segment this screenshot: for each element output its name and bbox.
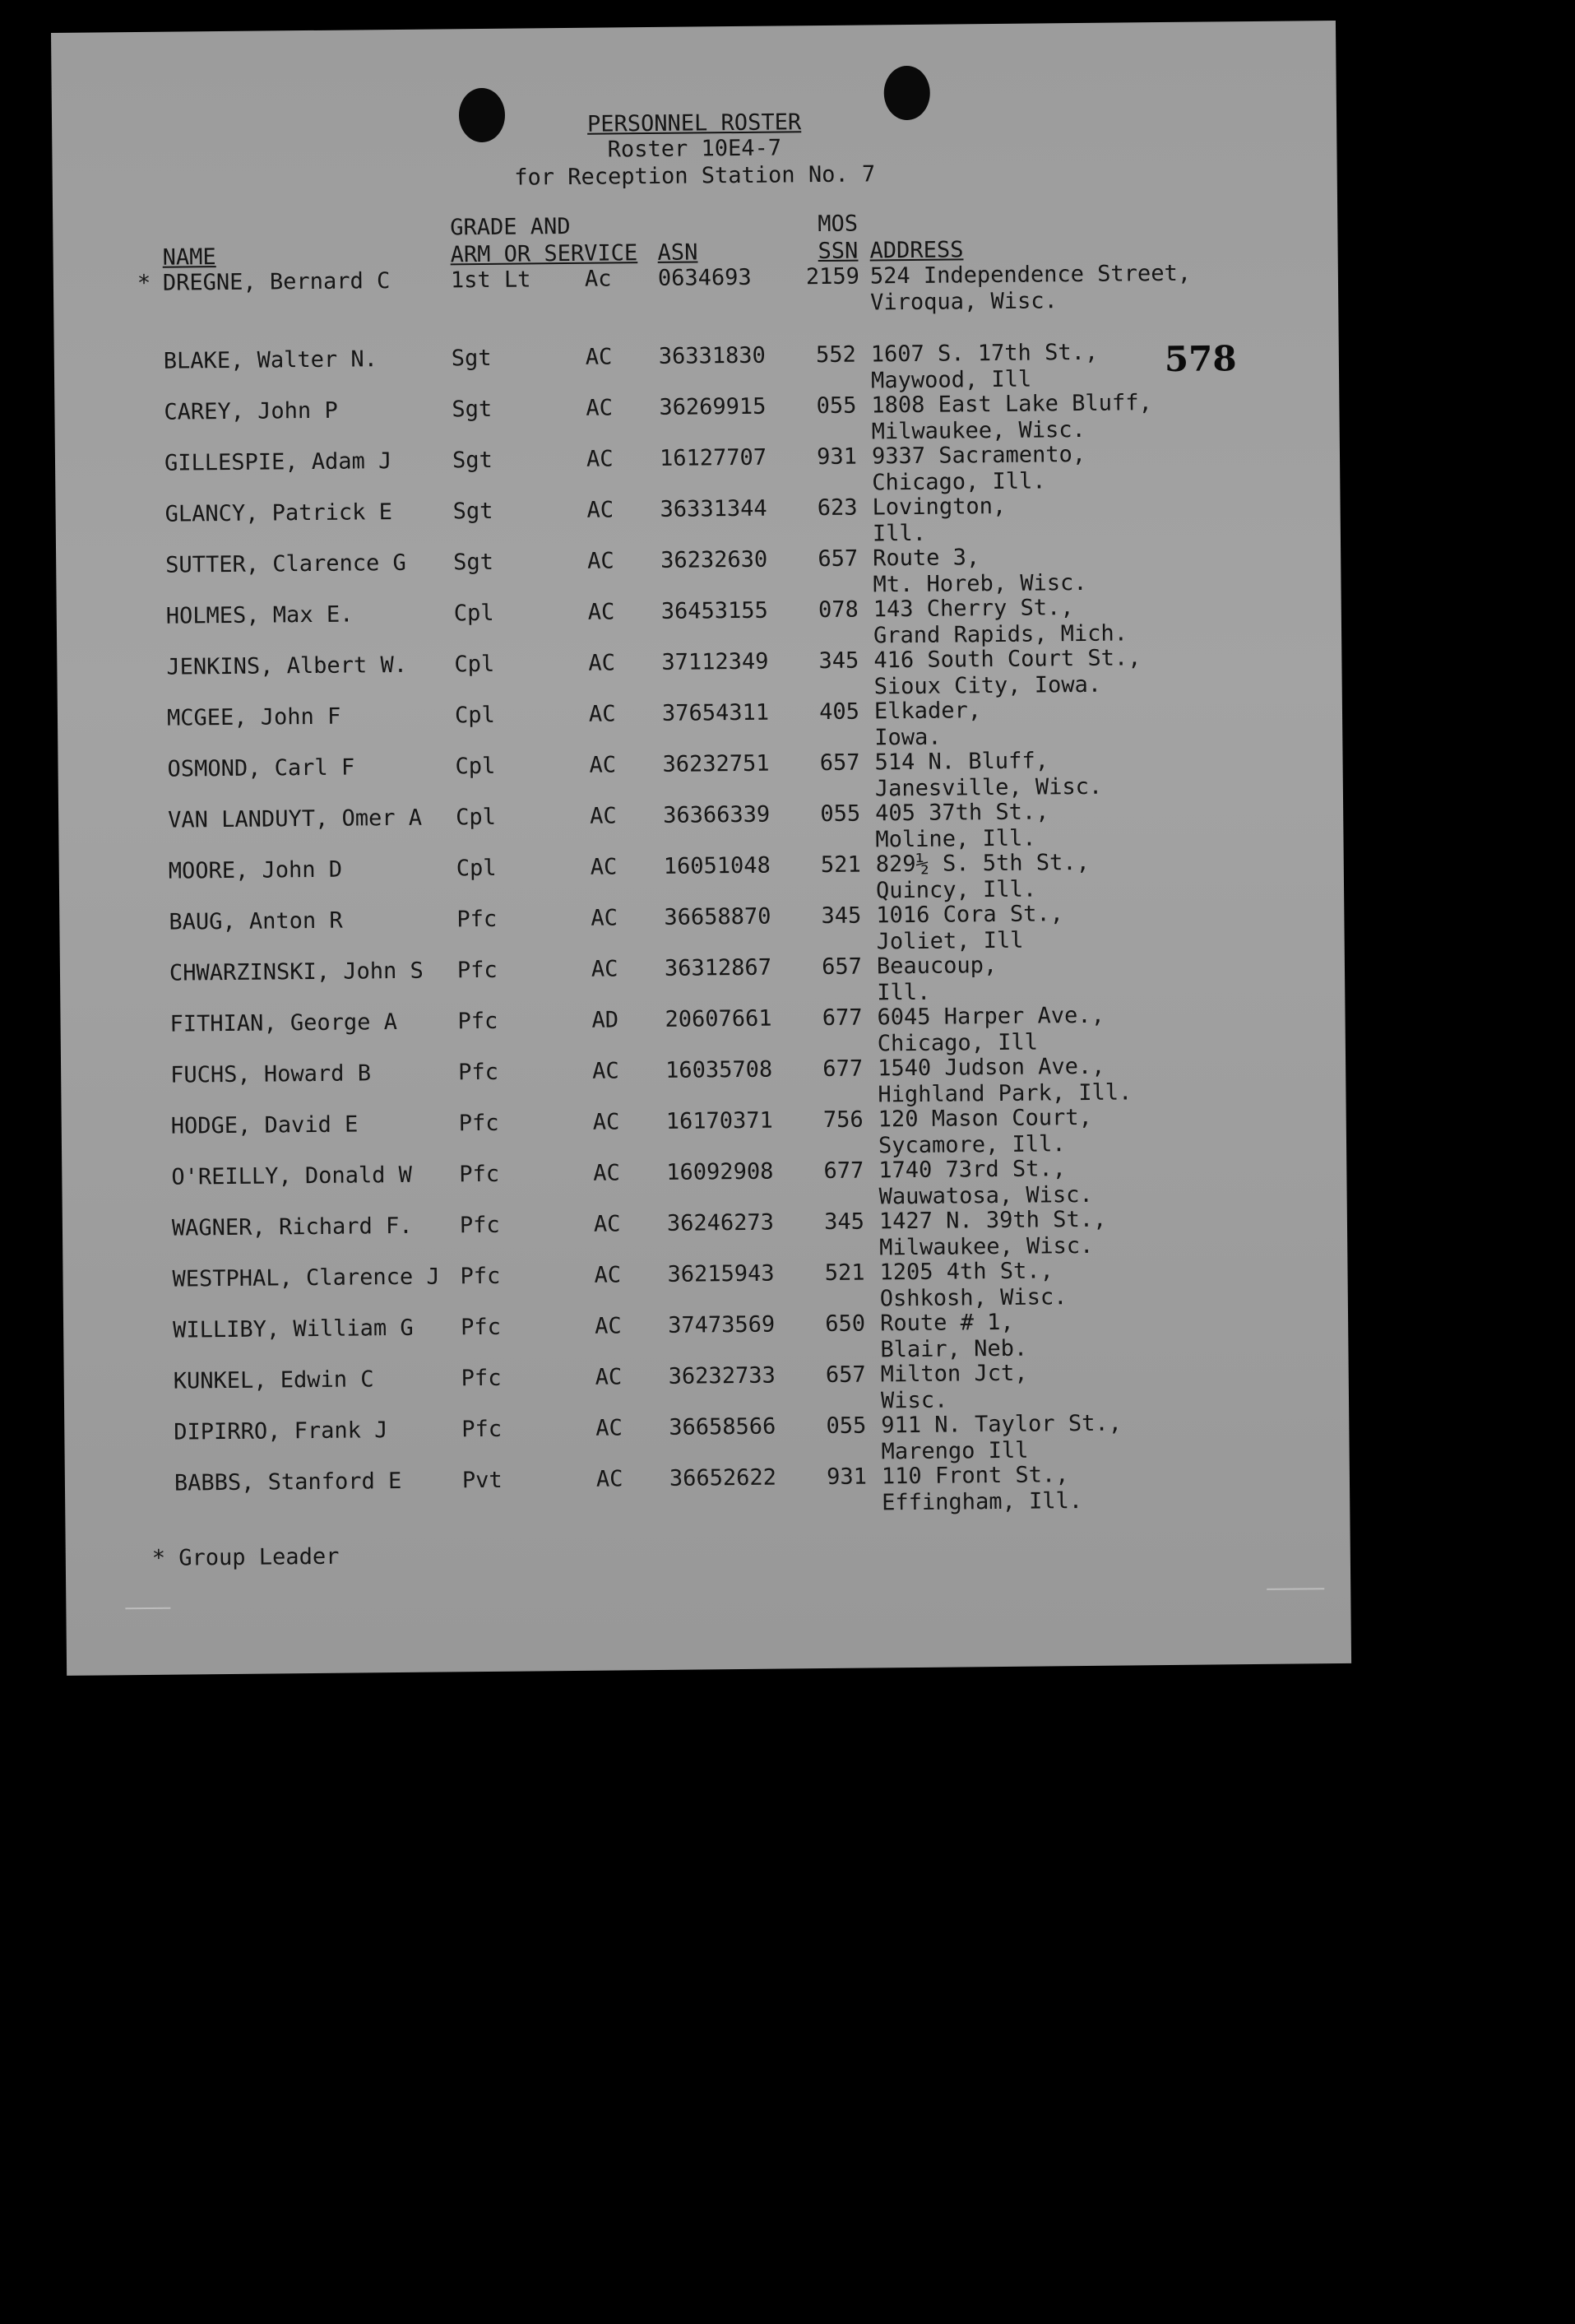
arm-cell: AD bbox=[591, 1007, 619, 1033]
asn-cell: 36232751 bbox=[662, 750, 770, 777]
arm-cell: AC bbox=[586, 446, 614, 472]
arm-cell: AC bbox=[594, 1262, 622, 1288]
grade-cell: Pfc bbox=[456, 957, 498, 984]
mos-cell: 345 bbox=[823, 1208, 865, 1236]
mos-cell: 078 bbox=[818, 596, 859, 624]
name-cell: VAN LANDUYT, Omer A bbox=[168, 805, 423, 833]
grade-cell: Sgt bbox=[452, 447, 493, 474]
mos-cell: 931 bbox=[826, 1464, 868, 1491]
mos-cell: 2159 bbox=[805, 263, 860, 290]
address-line-2: Grand Rapids, Mich. bbox=[873, 620, 1128, 649]
address-line-1: 416 South Court St., bbox=[873, 645, 1142, 674]
address-cell bbox=[881, 1411, 1122, 1466]
asn-cell: 16127707 bbox=[659, 444, 767, 471]
name-cell: O'REILLY, Donald W bbox=[171, 1162, 413, 1190]
page-number-stamp: 578 bbox=[1164, 338, 1237, 380]
asn-cell: 36652622 bbox=[669, 1464, 777, 1491]
asn-cell: 36366339 bbox=[663, 801, 771, 828]
name-cell: FUCHS, Howard B bbox=[170, 1060, 372, 1088]
address-line-1: Milton Jct, bbox=[880, 1360, 1028, 1388]
address-line-2: Milwaukee, Wisc. bbox=[879, 1232, 1094, 1261]
grade-cell: Sgt bbox=[452, 498, 493, 525]
header-name: NAME bbox=[162, 244, 216, 271]
asn-cell: 36453155 bbox=[660, 597, 768, 624]
arm-cell: AC bbox=[595, 1415, 623, 1441]
mos-cell: 055 bbox=[820, 800, 861, 828]
name-cell: DREGNE, Bernard C bbox=[162, 268, 391, 296]
address-line-1: 524 Independence Street, bbox=[869, 260, 1192, 290]
arm-cell: Ac bbox=[584, 266, 612, 292]
address-line-2: Milwaukee, Wisc. bbox=[871, 416, 1086, 445]
grade-cell: Sgt bbox=[451, 345, 492, 372]
mos-cell: 521 bbox=[824, 1259, 865, 1287]
address-cell bbox=[872, 442, 1086, 496]
mos-cell: 345 bbox=[821, 902, 862, 930]
address-line-1: 911 N. Taylor St., bbox=[881, 1410, 1123, 1439]
grade-cell: Pfc bbox=[457, 1008, 498, 1035]
address-line-2: Marengo Ill bbox=[881, 1437, 1029, 1465]
asn-cell: 16092908 bbox=[666, 1158, 774, 1185]
arm-cell: AC bbox=[590, 854, 618, 880]
grade-cell: Cpl bbox=[455, 753, 496, 780]
address-line-2: Janesville, Wisc. bbox=[874, 773, 1103, 802]
group-leader-footnote: * Group Leader bbox=[151, 1543, 340, 1571]
address-line-1: Route 3, bbox=[873, 545, 980, 572]
roster-page bbox=[51, 21, 1351, 1676]
arm-cell: AC bbox=[591, 956, 618, 982]
name-cell: GILLESPIE, Adam J bbox=[164, 448, 392, 476]
asn-cell: 0634693 bbox=[657, 264, 752, 291]
address-cell bbox=[871, 340, 1099, 395]
address-cell bbox=[878, 1105, 1093, 1159]
grade-cell: Pvt bbox=[461, 1467, 503, 1494]
arm-cell: AC bbox=[590, 803, 617, 829]
name-cell: CAREY, John P bbox=[164, 397, 338, 425]
address-cell bbox=[876, 850, 1091, 904]
name-cell: BLAKE, Walter N. bbox=[163, 346, 378, 374]
header-grade-line1: GRADE AND bbox=[450, 213, 571, 241]
grade-cell: Cpl bbox=[456, 855, 497, 882]
arm-cell: AC bbox=[595, 1466, 623, 1492]
address-cell bbox=[873, 544, 1087, 598]
address-line-1: 829½ S. 5th St., bbox=[875, 849, 1090, 878]
address-cell bbox=[871, 390, 1152, 445]
mos-cell: 623 bbox=[817, 494, 858, 522]
address-cell bbox=[878, 1156, 1093, 1210]
grade-cell: Cpl bbox=[456, 804, 497, 831]
table-row bbox=[53, 259, 1339, 350]
arm-cell: AC bbox=[591, 1058, 619, 1084]
address-line-1: Lovington, bbox=[872, 493, 1007, 521]
asn-cell: 36232733 bbox=[668, 1362, 776, 1389]
address-line-1: 1540 Judson Ave., bbox=[877, 1053, 1105, 1082]
address-line-1: 1740 73rd St., bbox=[878, 1156, 1067, 1184]
mos-cell: 657 bbox=[825, 1361, 866, 1389]
address-line-2: Mt. Horeb, Wisc. bbox=[873, 569, 1087, 598]
asn-cell: 37473569 bbox=[667, 1311, 776, 1338]
asn-cell: 16051048 bbox=[663, 852, 771, 879]
name-cell: BABBS, Stanford E bbox=[174, 1468, 402, 1496]
grade-cell: Pfc bbox=[458, 1110, 499, 1137]
header-address: ADDRESS bbox=[869, 237, 964, 264]
mos-cell: 677 bbox=[822, 1004, 863, 1032]
header-grade-line2: ARM OR SERVICE bbox=[450, 240, 638, 268]
address-line-1: 405 37th St., bbox=[875, 799, 1049, 827]
grade-cell: Pfc bbox=[460, 1314, 502, 1341]
arm-cell: AC bbox=[592, 1109, 620, 1135]
grade-cell: Pfc bbox=[460, 1263, 501, 1290]
arm-cell: AC bbox=[593, 1211, 621, 1237]
mos-cell: 677 bbox=[822, 1055, 864, 1083]
arm-cell: AC bbox=[593, 1160, 620, 1186]
header-mos-line1: MOS bbox=[818, 211, 859, 238]
name-cell: HODGE, David E bbox=[170, 1111, 359, 1139]
address-line-1: 1808 East Lake Bluff, bbox=[871, 390, 1152, 419]
scan-mark bbox=[1267, 1588, 1324, 1590]
station-line: for Reception Station No. 7 bbox=[514, 161, 876, 191]
name-cell: MCGEE, John F bbox=[166, 703, 341, 731]
asn-cell: 16035708 bbox=[665, 1056, 773, 1083]
mos-cell: 552 bbox=[815, 341, 856, 369]
arm-cell: AC bbox=[589, 752, 617, 778]
grade-cell: 1st Lt bbox=[450, 267, 531, 294]
name-cell: MOORE, John D bbox=[168, 856, 343, 884]
mos-cell: 055 bbox=[816, 392, 857, 420]
header-asn: ASN bbox=[657, 239, 698, 266]
grade-cell: Pfc bbox=[458, 1059, 499, 1086]
address-line-1: Elkader, bbox=[873, 698, 982, 725]
arm-cell: AC bbox=[585, 344, 613, 370]
address-line-2: Iowa. bbox=[874, 724, 942, 751]
mos-cell: 405 bbox=[819, 698, 860, 726]
asn-cell: 36331344 bbox=[660, 495, 767, 522]
address-line-2: Chicago, Ill bbox=[877, 1029, 1039, 1057]
name-cell: DIPIRRO, Frank J bbox=[174, 1417, 388, 1445]
address-cell bbox=[876, 901, 1063, 955]
mos-cell: 931 bbox=[817, 443, 858, 471]
document-title: PERSONNEL ROSTER bbox=[586, 109, 802, 137]
arm-cell: AC bbox=[586, 395, 614, 421]
mos-cell: 657 bbox=[822, 953, 863, 981]
address-line-2: Blair, Neb. bbox=[880, 1335, 1028, 1363]
grade-cell: Pfc bbox=[459, 1212, 500, 1239]
address-line-1: Route # 1, bbox=[879, 1309, 1014, 1337]
grade-cell: Pfc bbox=[456, 906, 498, 933]
arm-cell: AC bbox=[594, 1313, 622, 1339]
name-cell: SUTTER, Clarence G bbox=[165, 550, 406, 578]
mos-cell: 055 bbox=[826, 1412, 867, 1440]
arm-cell: AC bbox=[587, 599, 615, 625]
mos-cell: 677 bbox=[823, 1157, 864, 1185]
grade-cell: Sgt bbox=[452, 396, 493, 423]
address-line-2: Wauwatosa, Wisc. bbox=[878, 1181, 1093, 1210]
address-line-2: Moline, Ill. bbox=[875, 825, 1036, 853]
address-line-2: Sycamore, Ill. bbox=[878, 1131, 1066, 1159]
roster-number: Roster 10E4-7 bbox=[607, 135, 782, 163]
scan-mark bbox=[125, 1607, 170, 1610]
address-cell bbox=[873, 594, 1128, 649]
address-cell bbox=[874, 748, 1102, 803]
address-line-1: 120 Mason Court, bbox=[878, 1104, 1092, 1133]
address-cell bbox=[873, 645, 1142, 700]
address-cell bbox=[878, 1053, 1132, 1108]
address-line-2: Quincy, Ill. bbox=[875, 876, 1037, 904]
asn-cell: 37654311 bbox=[661, 699, 770, 726]
address-line-1: 1016 Cora St., bbox=[876, 901, 1064, 929]
address-line-1: 1607 S. 17th St., bbox=[870, 339, 1099, 368]
mos-cell: 521 bbox=[820, 851, 861, 879]
name-cell: JENKINS, Albert W. bbox=[166, 652, 408, 680]
name-cell: CHWARZINSKI, John S bbox=[169, 958, 424, 986]
arm-cell: AC bbox=[586, 497, 614, 523]
address-line-2: Ill. bbox=[877, 979, 931, 1006]
asn-cell: 36331830 bbox=[658, 342, 767, 369]
arm-cell: AC bbox=[588, 650, 616, 676]
grade-cell: Sgt bbox=[453, 549, 494, 576]
grade-cell: Pfc bbox=[459, 1161, 500, 1188]
address-line-2: Joliet, Ill bbox=[876, 927, 1024, 955]
address-cell bbox=[877, 1003, 1105, 1058]
asn-cell: 20607661 bbox=[665, 1005, 772, 1032]
mos-cell: 345 bbox=[818, 647, 859, 675]
name-cell: WESTPHAL, Clarence J bbox=[172, 1264, 440, 1292]
name-cell: OSMOND, Carl F bbox=[167, 754, 355, 782]
grade-cell: Cpl bbox=[453, 600, 494, 627]
address-line-2: Oshkosh, Wisc. bbox=[879, 1284, 1068, 1312]
address-line-2: Effingham, Ill. bbox=[882, 1488, 1083, 1516]
address-line-1: 1427 N. 39th St., bbox=[878, 1206, 1107, 1235]
address-line-2: Chicago, Ill. bbox=[872, 468, 1046, 496]
address-line-1: 110 Front St., bbox=[881, 1462, 1069, 1490]
address-line-2: Sioux City, Iowa. bbox=[873, 671, 1102, 700]
name-cell: WILLIBY, William G bbox=[172, 1315, 414, 1343]
mos-cell: 756 bbox=[822, 1106, 864, 1134]
asn-cell: 36658870 bbox=[664, 903, 771, 930]
roster-table bbox=[53, 259, 1350, 1523]
name-cell: GLANCY, Patrick E bbox=[164, 499, 393, 527]
asn-cell: 37112349 bbox=[661, 648, 769, 675]
address-line-1: Beaucoup, bbox=[876, 953, 998, 980]
asn-cell: 36246273 bbox=[666, 1209, 775, 1236]
asn-cell: 36269915 bbox=[659, 393, 767, 420]
address-cell bbox=[872, 494, 1006, 548]
address-cell bbox=[879, 1207, 1107, 1262]
asn-cell: 36232630 bbox=[660, 546, 768, 573]
arm-cell: AC bbox=[595, 1364, 623, 1390]
grade-cell: Cpl bbox=[454, 651, 495, 678]
address-line-2: Wisc. bbox=[880, 1387, 948, 1414]
address-line-1: 9337 Sacramento, bbox=[871, 441, 1086, 470]
address-line-2: Viroqua, Wisc. bbox=[870, 288, 1058, 316]
address-cell bbox=[882, 1462, 1082, 1516]
arm-cell: AC bbox=[588, 701, 616, 727]
name-cell: WAGNER, Richard F. bbox=[171, 1213, 413, 1241]
grade-cell: Pfc bbox=[461, 1365, 502, 1392]
address-cell bbox=[874, 698, 982, 751]
name-cell: HOLMES, Max E. bbox=[165, 601, 354, 629]
address-cell bbox=[879, 1258, 1067, 1312]
arm-cell: AC bbox=[591, 905, 618, 931]
header-mos-line2: SSN bbox=[818, 238, 859, 265]
address-line-2: Highland Park, Ill. bbox=[878, 1079, 1133, 1108]
address-line-1: 514 N. Bluff, bbox=[874, 748, 1049, 776]
name-cell: KUNKEL, Edwin C bbox=[173, 1366, 374, 1394]
address-cell bbox=[881, 1361, 1028, 1415]
address-cell bbox=[877, 953, 998, 1006]
address-line-2: Maywood, Ill bbox=[870, 366, 1032, 394]
asn-cell: 36215943 bbox=[667, 1260, 775, 1287]
address-line-1: 1205 4th St., bbox=[879, 1258, 1054, 1286]
address-cell bbox=[880, 1310, 1027, 1364]
mos-cell: 657 bbox=[818, 545, 859, 573]
address-cell bbox=[875, 799, 1049, 853]
address-line-1: 6045 Harper Ave., bbox=[877, 1002, 1105, 1031]
leader-mark: * bbox=[137, 270, 151, 297]
asn-cell: 36658566 bbox=[669, 1413, 776, 1440]
mos-cell: 657 bbox=[819, 749, 860, 777]
mos-cell: 650 bbox=[825, 1310, 866, 1338]
name-cell: FITHIAN, George A bbox=[169, 1009, 398, 1037]
asn-cell: 36312867 bbox=[664, 954, 772, 981]
grade-cell: Cpl bbox=[454, 702, 495, 729]
address-line-1: 143 Cherry St., bbox=[873, 595, 1074, 623]
asn-cell: 16170371 bbox=[665, 1107, 773, 1134]
address-cell bbox=[870, 261, 1192, 317]
grade-cell: Pfc bbox=[461, 1416, 503, 1443]
name-cell: BAUG, Anton R bbox=[169, 907, 343, 935]
arm-cell: AC bbox=[587, 548, 614, 574]
address-line-2: Ill. bbox=[872, 520, 927, 547]
